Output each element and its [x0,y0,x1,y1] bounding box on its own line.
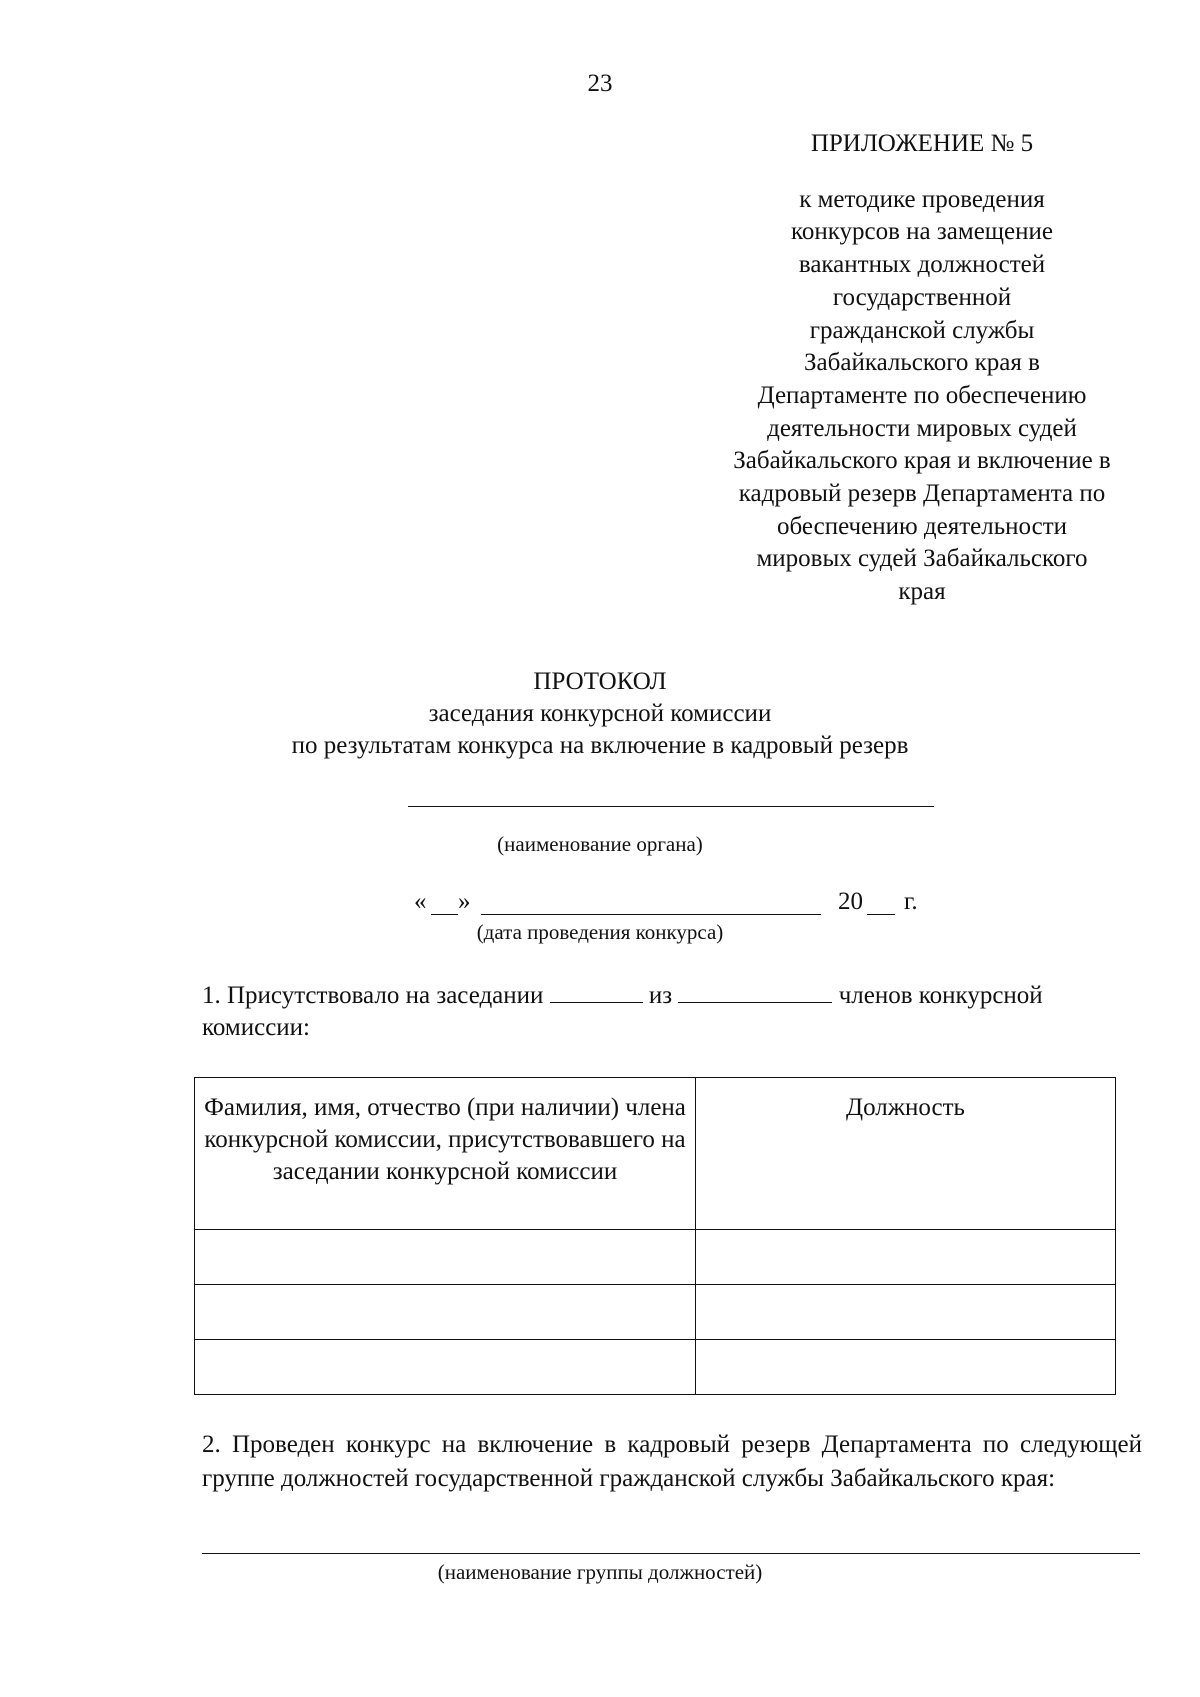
table-row [195,1230,1116,1285]
organ-name-field[interactable] [408,806,934,807]
protocol-heading [0,666,1200,762]
table-cell[interactable] [195,1230,696,1285]
table-header-position: Должность [696,1078,1116,1230]
date-year-suffix: г. [904,888,918,915]
present-count-field[interactable] [550,980,643,1003]
table-cell[interactable] [696,1285,1116,1340]
date-day-field[interactable] [431,892,458,915]
item-1-paragraph [202,980,1142,1044]
item-1-text: членов конкурсной комиссии: [202,982,1043,1041]
appendix-line: Забайкальского края и включение в [733,447,1111,475]
table-cell[interactable] [696,1340,1116,1395]
appendix-line: края [898,578,946,606]
table-cell[interactable] [696,1230,1116,1285]
table-row [195,1285,1116,1340]
appendix-line: Департаменте по обеспечению [757,381,1087,409]
appendix-line: конкурсов на замещение [790,218,1053,246]
appendix-line: обеспечению деятельности [776,512,1068,540]
total-count-field[interactable] [678,980,832,1003]
date-month-field[interactable] [481,892,821,915]
position-group-caption: (наименование группы должностей) [437,1560,763,1584]
table-row [195,1340,1116,1395]
date-open-quote: « [414,888,427,915]
appendix-line: вакантных должностей [798,251,1046,279]
date-year-prefix: 20 [838,888,863,915]
appendix-title: ПРИЛОЖЕНИЕ № 5 [810,130,1034,157]
appendix-line: гражданской службы [809,316,1035,344]
date-close-quote: » [458,888,471,915]
appendix-line: государственной [832,283,1012,311]
table-cell[interactable] [195,1340,696,1395]
appendix-block [706,128,1138,609]
item-1-text: из [648,982,673,1009]
table-header-row [195,1078,1116,1230]
page-number: 23 [587,70,613,97]
item-2-paragraph: 2. Проведен конкурс на включение в кадровый резерв Департамента по следующей группе должностей государственной гражданской службы Забайкальского края: [202,1431,1142,1492]
table-header-name: Фамилия, имя, отчество (при наличии) члена конкурсной комиссии, присутствовавшего на заседании конкурсной комиссии [195,1078,696,1230]
date-caption: (дата проведения конкурса) [476,920,724,944]
appendix-line: мировых судей Забайкальского [756,545,1088,573]
appendix-line: Забайкальского края в [804,349,1040,377]
appendix-line: кадровый резерв Департамента по [738,480,1106,508]
appendix-line: к методике проведения [799,185,1045,213]
protocol-subtitle: заседания конкурсной комиссии [428,700,772,727]
protocol-subtitle: по результатам конкурса на включение в кадровый резерв [291,732,909,759]
appendix-line: деятельности мировых судей [767,414,1077,442]
date-year-field[interactable] [867,892,895,915]
position-group-field[interactable] [202,1553,1140,1554]
protocol-title: ПРОТОКОЛ [533,668,667,695]
item-1-text: 1. Присутствовало на заседании [202,982,544,1009]
members-table [194,1077,1116,1395]
organ-caption: (наименование органа) [497,832,703,856]
table-cell[interactable] [195,1285,696,1340]
